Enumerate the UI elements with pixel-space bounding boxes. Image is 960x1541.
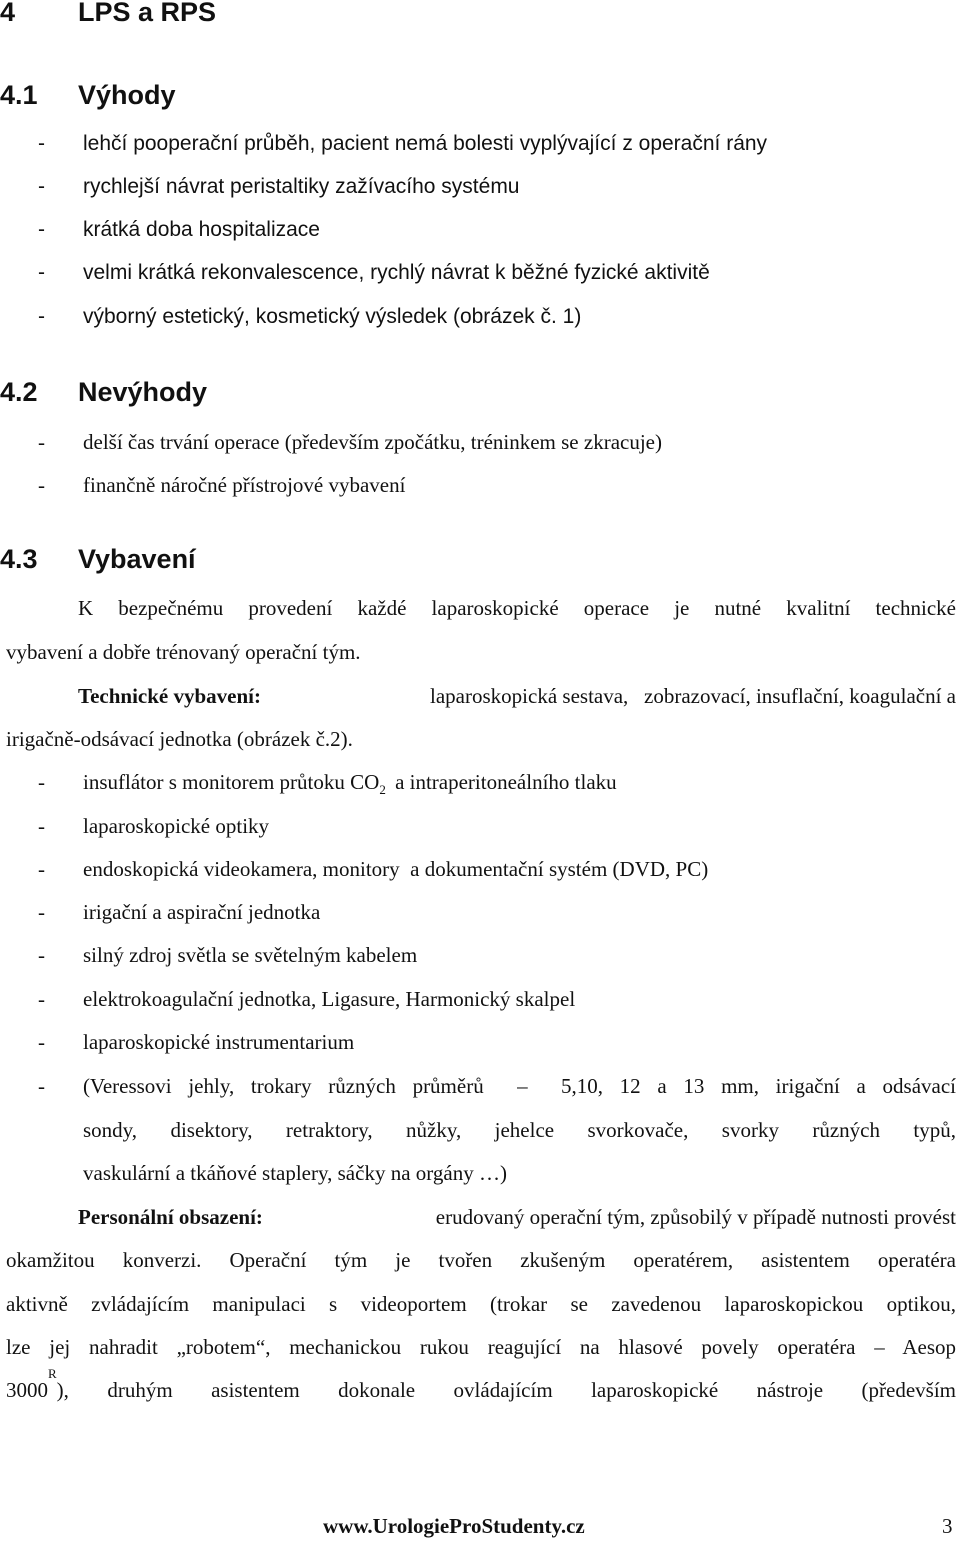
personnel-text: okamžitou konverzi. Operační tým je tvořen zkušeným operatérem, asistentem operatéra xyxy=(6,1248,956,1272)
list-dash: - xyxy=(38,770,45,794)
list-item-continuation xyxy=(83,1118,956,1143)
list-item-text: krátká doba hospitalizace xyxy=(83,218,320,241)
section-heading-advantages xyxy=(0,80,400,111)
personnel-text: 3000 xyxy=(6,1378,48,1402)
list-item-text: silný zdroj světla se světelným kabelem xyxy=(83,943,418,967)
list-dash: - xyxy=(38,175,45,198)
footer-url-text: www.UrologieProStudenty.cz xyxy=(323,1514,585,1538)
page-number xyxy=(942,1514,953,1539)
paragraph-line xyxy=(6,727,353,752)
list-item-text: endoskopická videokamera, monitory a dokumentační systém (DVD, PC) xyxy=(83,857,709,881)
list-dash: - xyxy=(38,900,45,924)
paragraph-line xyxy=(6,640,361,665)
section-title: Nevýhody xyxy=(78,377,208,407)
paragraph-line xyxy=(6,1335,956,1360)
section-number: 4.2 xyxy=(0,377,38,407)
list-dash: - xyxy=(38,218,45,241)
list-item-continuation xyxy=(83,1161,507,1186)
equipment-intro-line: vybavení a dobře trénovaný operační tým. xyxy=(6,640,361,664)
insufflator-text: insuflátor s monitorem průtoku CO xyxy=(83,770,380,794)
list-dash: - xyxy=(38,943,45,967)
section-title: Vybavení xyxy=(78,544,196,574)
list-item-text: vaskulární a tkáňové staplery, sáčky na orgány …) xyxy=(83,1161,507,1185)
paragraph-line xyxy=(78,1205,956,1230)
footer-website xyxy=(323,1514,585,1539)
technical-equipment-label: Technické vybavení: xyxy=(78,684,261,708)
section-number: 4.3 xyxy=(0,544,38,574)
list-item-text: výborný estetický, kosmetický výsledek (obrázek č. 1) xyxy=(83,305,582,328)
list-dash: - xyxy=(38,857,45,881)
list-item-text: laparoskopické instrumentarium xyxy=(83,1030,355,1054)
list-item-text: lehčí pooperační průběh, pacient nemá bolesti vyplývající z operační rány xyxy=(83,132,768,155)
list-dash: - xyxy=(38,1030,45,1054)
list-item-text: delší čas trvání operace (především zpočátku, tréninkem se zkracuje) xyxy=(83,430,662,454)
equipment-intro-line: K bezpečnému provedení každé laparoskopické operace je nutné kvalitní technické xyxy=(78,596,956,620)
technical-equipment-text: irigačně-odsávací jednotka (obrázek č.2). xyxy=(6,727,353,751)
section-title: Výhody xyxy=(78,80,176,110)
paragraph-line xyxy=(6,1248,956,1273)
list-item-text: laparoskopické optiky xyxy=(83,814,270,838)
chapter-number: 4 xyxy=(0,0,16,27)
list-dash: - xyxy=(38,814,45,838)
list-dash: - xyxy=(38,430,45,454)
paragraph-line xyxy=(6,1366,956,1403)
section-number: 4.1 xyxy=(0,80,38,110)
subscript: 2 xyxy=(379,782,386,798)
personnel-text: lze jej nahradit „robotem“, mechanickou rukou reagující na hlasové povely operatéra – Aesop xyxy=(6,1335,956,1359)
paragraph-line xyxy=(78,596,956,621)
technical-equipment-text: laparoskopická sestava, zobrazovací, insuflační, koagulační a xyxy=(430,684,956,708)
list-item-text: sondy, disektory, retraktory, nůžky, jehelce svorkovače, svorky různých typů, xyxy=(83,1118,956,1142)
chapter-title: LPS a RPS xyxy=(78,0,217,27)
paragraph-line xyxy=(78,684,956,709)
personnel-text: erudovaný operační tým, způsobilý v případě nutnosti provést xyxy=(435,1205,956,1229)
list-item-text: elektrokoagulační jednotka, Ligasure, Harmonický skalpel xyxy=(83,987,576,1011)
list-dash: - xyxy=(38,1074,45,1098)
section-heading-equipment xyxy=(0,544,400,575)
list-item-text: rychlejší návrat peristaltiky zažívacího systému xyxy=(83,175,520,198)
list-dash: - xyxy=(38,987,45,1011)
list-item-text: (Veressovi jehly, trokary různých průměrů – 5,10, 12 a 13 mm, irigační a odsávací xyxy=(83,1074,956,1098)
insufflator-text-rest: a intraperitoneálního tlaku xyxy=(395,770,617,794)
list-dash: - xyxy=(38,305,45,328)
superscript: R xyxy=(48,1366,57,1381)
section-heading-disadvantages xyxy=(0,377,400,408)
personnel-label: Personální obsazení: xyxy=(78,1205,263,1229)
list-item-text xyxy=(83,770,617,798)
list-dash: - xyxy=(38,261,45,284)
list-item-text: velmi krátká rekonvalescence, rychlý návrat k běžné fyzické aktivitě xyxy=(83,261,710,284)
chapter-heading xyxy=(0,0,217,28)
page-number-text: 3 xyxy=(942,1514,953,1538)
list-item-text: finančně náročné přístrojové vybavení xyxy=(83,473,406,497)
paragraph-line xyxy=(6,1292,956,1317)
list-dash: - xyxy=(38,473,45,497)
list-item-text: irigační a aspirační jednotka xyxy=(83,900,321,924)
personnel-text: ), druhým asistentem dokonale ovládajícím laparoskopické nástroje (především xyxy=(56,1378,956,1402)
personnel-text: aktivně zvládajícím manipulaci s videoportem (trokar se zavedenou laparoskopickou optikou, xyxy=(6,1292,956,1316)
list-dash: - xyxy=(38,132,45,155)
